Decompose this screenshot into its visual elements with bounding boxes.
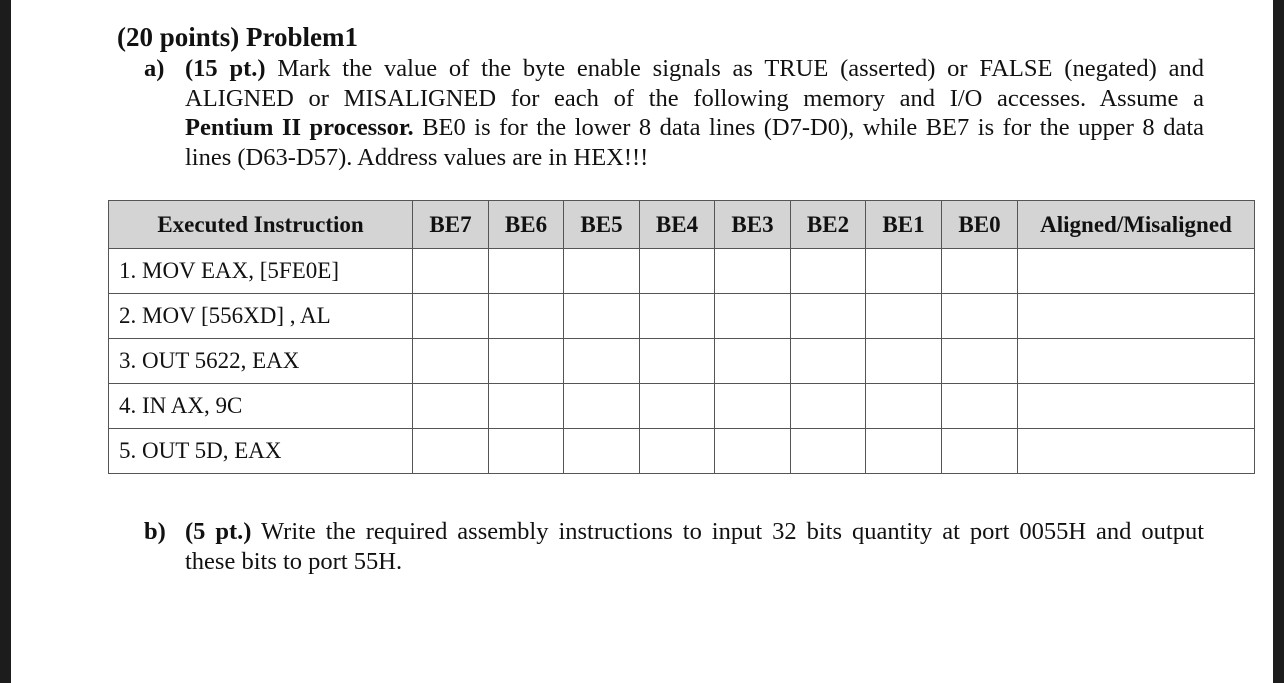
col-header: BE4	[640, 201, 715, 249]
problem-title: (20 points) Problem1	[117, 22, 358, 52]
part-a-line-1-text: Mark the value of the byte enable signals as TRUE (asserted) or FALSE (negated) and	[277, 55, 1204, 82]
answer-cell[interactable]	[715, 384, 791, 429]
answer-cell[interactable]	[489, 249, 564, 294]
answer-cell[interactable]	[866, 384, 942, 429]
part-b-marker: b)	[144, 518, 166, 545]
answer-cell[interactable]	[640, 294, 715, 339]
table-header-row	[109, 201, 1255, 249]
table-row	[109, 294, 1255, 339]
part-a-line-1	[185, 54, 1204, 84]
answer-cell[interactable]	[715, 429, 791, 474]
document-page	[11, 0, 1273, 683]
table-row	[109, 339, 1255, 384]
answer-cell[interactable]	[413, 339, 489, 384]
answer-cell[interactable]	[413, 249, 489, 294]
part-b-line-1-text: Write the required assembly instructions to input 32 bits quantity at port 0055H and output	[261, 518, 1205, 545]
part-a-line-4: lines (D63-D57). Address values are in HEX!!!	[185, 143, 649, 171]
answer-cell[interactable]	[640, 339, 715, 384]
answer-cell[interactable]	[942, 339, 1018, 384]
answer-cell[interactable]	[640, 249, 715, 294]
answer-cell[interactable]	[564, 294, 640, 339]
part-a-line-2: ALIGNED or MISALIGNED for each of the following memory and I/O accesses. Assume a	[185, 84, 1204, 112]
answer-cell[interactable]	[1018, 294, 1255, 339]
answer-cell[interactable]	[942, 384, 1018, 429]
answer-cell[interactable]	[640, 429, 715, 474]
answer-cell[interactable]	[791, 294, 866, 339]
answer-cell[interactable]	[791, 429, 866, 474]
part-a-line-3	[185, 113, 1204, 143]
answer-cell[interactable]	[1018, 249, 1255, 294]
answer-cell[interactable]	[564, 339, 640, 384]
col-header: BE0	[942, 201, 1018, 249]
answer-cell[interactable]	[942, 249, 1018, 294]
answer-cell[interactable]	[1018, 429, 1255, 474]
answer-cell[interactable]	[564, 249, 640, 294]
answer-cell[interactable]	[489, 429, 564, 474]
answer-cell[interactable]	[942, 429, 1018, 474]
answer-cell[interactable]	[791, 339, 866, 384]
answer-cell[interactable]	[791, 249, 866, 294]
answer-cell[interactable]	[413, 294, 489, 339]
instruction-cell: 5. OUT 5D, EAX	[109, 429, 413, 474]
table-row	[109, 249, 1255, 294]
answer-cell[interactable]	[1018, 384, 1255, 429]
col-header: BE7	[413, 201, 489, 249]
part-b-text	[185, 517, 1204, 576]
instruction-cell: 4. IN AX, 9C	[109, 384, 413, 429]
answer-cell[interactable]	[564, 384, 640, 429]
answer-cell[interactable]	[866, 429, 942, 474]
col-header: BE6	[489, 201, 564, 249]
part-a-marker: a)	[144, 55, 165, 82]
col-header: BE1	[866, 201, 942, 249]
table-row	[109, 429, 1255, 474]
part-b-points: (5 pt.)	[185, 518, 252, 545]
answer-cell[interactable]	[715, 294, 791, 339]
answer-cell[interactable]	[715, 339, 791, 384]
part-b-line-2: these bits to port 55H.	[185, 547, 403, 575]
byte-enable-table	[108, 200, 1255, 474]
col-header: Aligned/Misaligned	[1018, 201, 1255, 249]
instruction-cell: 3. OUT 5622, EAX	[109, 339, 413, 384]
answer-cell[interactable]	[866, 294, 942, 339]
col-header: BE5	[564, 201, 640, 249]
col-header: BE2	[791, 201, 866, 249]
part-b-line-1	[185, 517, 1204, 547]
processor-name: Pentium II processor.	[185, 114, 414, 141]
answer-cell[interactable]	[1018, 339, 1255, 384]
part-a-line-3-text: BE0 is for the lower 8 data lines (D7-D0), while BE7 is for the upper 8 data	[422, 114, 1204, 141]
part-b	[144, 517, 1204, 576]
answer-cell[interactable]	[564, 429, 640, 474]
answer-cell[interactable]	[489, 384, 564, 429]
instruction-cell: 1. MOV EAX, [5FE0E]	[109, 249, 413, 294]
answer-cell[interactable]	[942, 294, 1018, 339]
part-a	[144, 54, 1204, 172]
instruction-cell: 2. MOV [556XD] , AL	[109, 294, 413, 339]
part-a-points: (15 pt.)	[185, 55, 266, 82]
answer-cell[interactable]	[866, 339, 942, 384]
answer-cell[interactable]	[791, 384, 866, 429]
col-header: BE3	[715, 201, 791, 249]
answer-cell[interactable]	[866, 249, 942, 294]
answer-cell[interactable]	[489, 339, 564, 384]
part-a-text	[185, 54, 1204, 172]
answer-cell[interactable]	[489, 294, 564, 339]
col-header: Executed Instruction	[109, 201, 413, 249]
answer-cell[interactable]	[715, 249, 791, 294]
answer-cell[interactable]	[413, 429, 489, 474]
answer-cell[interactable]	[413, 384, 489, 429]
table-row	[109, 384, 1255, 429]
answer-cell[interactable]	[640, 384, 715, 429]
